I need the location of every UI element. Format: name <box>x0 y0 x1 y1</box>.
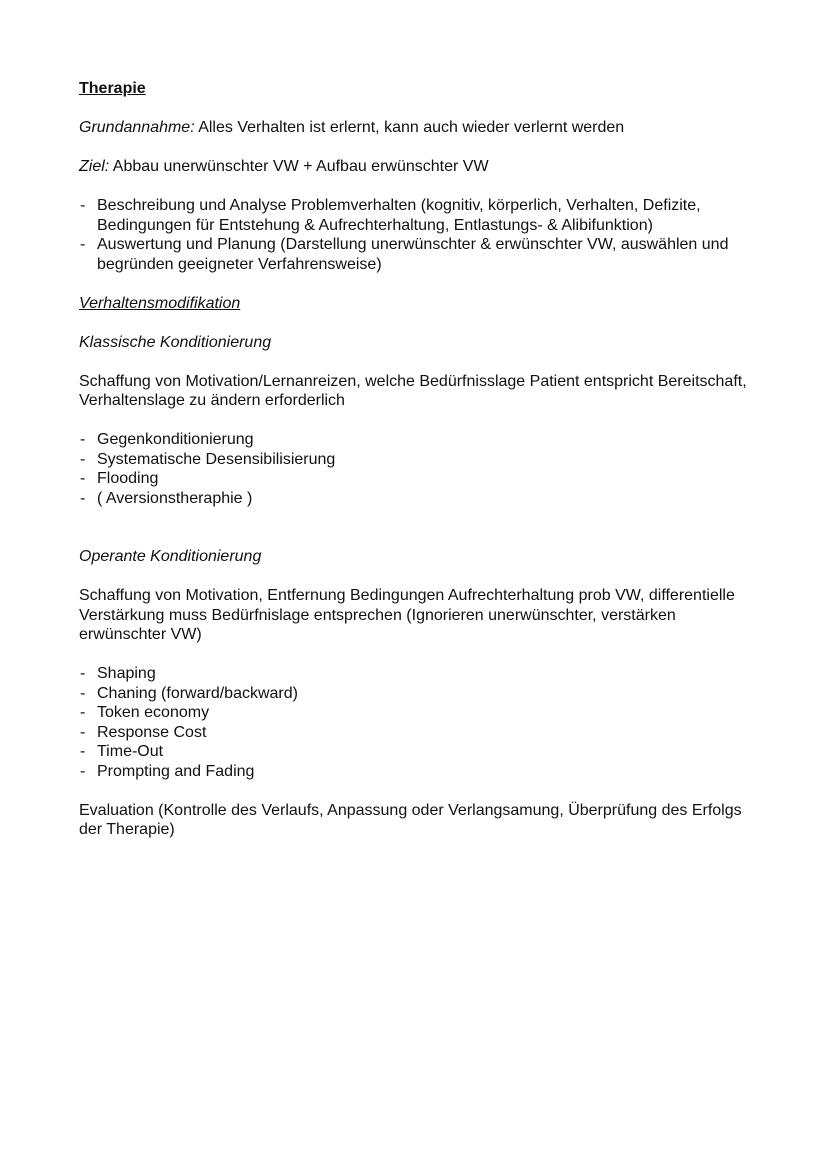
list-item <box>79 664 759 684</box>
operant-heading: Operante Konditionierung <box>79 548 262 565</box>
list-item-text: Response Cost <box>97 723 207 741</box>
list-item-text: Systematische Desensibilisierung <box>97 450 336 468</box>
list-item-text: ( Aversionstheraphie ) <box>97 489 253 507</box>
dash-bullet: - <box>80 431 86 448</box>
dash-bullet: - <box>80 743 86 760</box>
grundannahme-label: Grundannahme: <box>79 119 195 136</box>
ziel-label: Ziel: <box>79 158 110 175</box>
list-item <box>79 703 759 723</box>
list-item <box>79 235 759 274</box>
page-title: Therapie <box>79 80 146 97</box>
list-item-text: Beschreibung und Analyse Problemverhalten (kognitiv, körperlich, Verhalten, Defizite, Bedingungen für Entstehung & Aufrechterhaltung, Entlastungs- & Alibifunktion) <box>97 197 701 234</box>
list-item <box>79 450 759 470</box>
list-item-text: Flooding <box>97 470 159 487</box>
dash-bullet: - <box>80 470 86 487</box>
operant-list <box>79 664 759 781</box>
list-item <box>79 684 759 704</box>
list-item-text: Prompting and Fading <box>97 762 255 780</box>
ziel-text: Abbau unerwünschter VW + Aufbau erwünschter VW <box>109 158 489 175</box>
list-item-text: Token economy <box>97 704 210 721</box>
dash-bullet: - <box>80 723 86 741</box>
dash-bullet: - <box>80 762 86 780</box>
dash-bullet: - <box>80 197 86 214</box>
section-heading: Verhaltensmodifikation <box>79 294 241 312</box>
list-item <box>79 196 759 235</box>
list-item <box>79 742 759 762</box>
list-item-text: Chaning (forward/backward) <box>97 684 298 702</box>
klassisch-text: Schaffung von Motivation/Lernanreizen, welche Bedürfnisslage Patient entspricht Bereitschaft, Verhaltenslage zu ändern erforderlich <box>79 372 747 409</box>
list-item <box>79 469 759 489</box>
klassisch-list <box>79 430 759 508</box>
list-item <box>79 723 759 743</box>
list-item <box>79 489 759 509</box>
dash-bullet: - <box>80 450 86 468</box>
analysis-list <box>79 196 759 274</box>
grundannahme-text: Alles Verhalten ist erlernt, kann auch wieder verlernt werden <box>194 119 625 136</box>
ziel-line <box>79 157 759 177</box>
operant-text: Schaffung von Motivation, Entfernung Bedingungen Aufrechterhaltung prob VW, differentielle Verstärkung muss Bedürfnislage entsprechen (Ignorieren unerwünschter, verstärken erwünschter VW) <box>79 587 735 643</box>
klassisch-heading: Klassische Konditionierung <box>79 333 272 351</box>
list-item <box>79 762 759 782</box>
list-item-text: Gegenkonditionierung <box>97 431 254 448</box>
evaluation-text: Evaluation (Kontrolle des Verlaufs, Anpassung oder Verlangsamung, Überprüfung des Erfolgs der Therapie) <box>79 801 742 838</box>
dash-bullet: - <box>80 489 86 507</box>
list-item-text: Shaping <box>97 665 156 682</box>
document-page <box>79 79 759 840</box>
dash-bullet: - <box>80 704 86 721</box>
list-item-text: Time-Out <box>97 743 164 760</box>
dash-bullet: - <box>80 665 86 682</box>
list-item <box>79 430 759 450</box>
grundannahme-line <box>79 118 759 138</box>
dash-bullet: - <box>80 684 86 702</box>
dash-bullet: - <box>80 236 86 253</box>
list-item-text: Auswertung und Planung (Darstellung unerwünschter & erwünschter VW, auswählen und begründen geeigneter Verfahrensweise) <box>97 236 729 273</box>
